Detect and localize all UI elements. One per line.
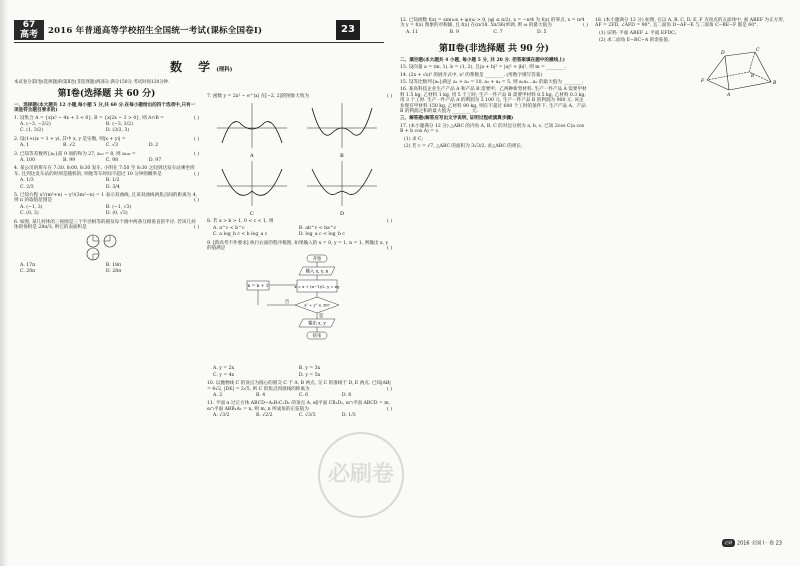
q8-option-a[interactable]: A. a^c < b^c [213, 225, 245, 231]
question-17-part-1: (1) 求 C; [404, 136, 424, 142]
question-10: 10. 以抛物线 C 的顶点为圆心的圆交 C 于 A, B 两点, 交 C 的准线于 D, E 两点. 已知|AB| = 4√2, |DE| = 2√5, 则 C 的焦点到准线的距离为 ( ) A. 2 B. 4 C. 6 D. 8 [207, 381, 392, 399]
q3-option-b[interactable]: B. 99 [62, 158, 76, 164]
graph-c[interactable] [217, 161, 287, 217]
footer-badge: 必刷 [722, 539, 735, 547]
pentahedron-figure [699, 46, 779, 96]
q9-option-d[interactable]: D. y = 5x [298, 372, 321, 378]
flow-assign-xy-text: x = x + (n−1)/2, y = ny [294, 284, 340, 290]
question-5: 5. 已知方程 x²/(m²+n) − y²/(3m²−n) = 1 表示双曲线, 且该双曲线两焦点间的距离为 4, 则 n 的取值范围是 ( ) A. (−1, 3) B. (−1, √3) C. (0, 3) D. (0, √3) [14, 193, 199, 217]
flow-input-text: 输入 x, y, n [305, 269, 329, 275]
question-2: 2. 设(1+i)x = 1 + yi, 其中 x, y 是实数, 则|x + yi| = ( ) A. 1 B. √2 C. √3 D. 2 [14, 136, 199, 149]
q12-option-d[interactable]: D. 5 [537, 29, 547, 35]
q7-text: 7. 函数 y = 2x² − e^|x| 在[−2, 2]的图象大致为 [207, 94, 310, 99]
column-3 [400, 18, 588, 152]
column-4 [595, 18, 785, 96]
svg-text:A: A [727, 92, 731, 96]
brand-logo [14, 20, 44, 40]
question-17-part-2: (2) 若 c = √7, △ABC 的面积为 3√3/2, 求△ABC 的周长. [404, 144, 523, 150]
flow-output-text: 输出 x, y [308, 321, 326, 327]
q8-option-c[interactable]: C. a log_b c < b log_a c [213, 232, 268, 238]
part1-title: 第Ⅰ卷(选择题 共 60 分) [57, 89, 156, 100]
flow-yes-label: 是 [318, 314, 324, 320]
question-18-part-2: (2) 求二面角 E−BC−A 的余弦值. [599, 38, 670, 44]
subject-title [170, 58, 232, 75]
part1-section-header: 一、选择题(本大题共 12 小题,每小题 5 分,共 60 分.在每小题给出的四个选项中,只有一项是符合题目要求的) [14, 102, 196, 114]
q12-text: 12. 已知函数 f(x) = sin(ωx + φ)(ω > 0, |φ| ≤ π/2), x = −π/4 为 f(x) 的零点, x = π/4 为 y = f(x) 图象的对称轴, 且 f(x) 在(π/18, 5π/36)单调, 则 ω 的最大值为 [400, 18, 585, 29]
q5-options [20, 205, 199, 218]
three-view-figure [84, 233, 124, 261]
graph-b[interactable] [307, 103, 377, 159]
q2-text: 2. 设(1+i)x = 1 + yi, 其中 x, y 是实数, 则|x + yi| = [14, 136, 126, 142]
q9-option-b[interactable]: B. y = 3x [298, 366, 321, 372]
graph-d-label: D [340, 211, 345, 218]
q1-option-b[interactable]: B. (−3, 3/2) [105, 122, 133, 128]
solve-section-header: 三、解答题(解答应写出文字说明, 证明过程或演算步骤) [400, 116, 514, 122]
q11-text: 11. 平面 α 过正方体 ABCD−A₁B₁C₁D₁ 的顶点 A, α∥平面 CB₁D₁, α∩平面 ABCD = m, α∩平面 ABB₁A₁ = n, 则 m, n 所成角的正弦值为 [207, 401, 391, 412]
subject-sub: (理科) [216, 67, 233, 73]
svg-text:F: F [701, 78, 705, 84]
q2-option-c[interactable]: C. √3 [105, 143, 119, 149]
logo-bottom: 高考 [19, 30, 38, 40]
flow-no-label: 否 [284, 300, 290, 306]
exam-title: 2016 年普通高等学校招生全国统一考试(课标全国卷Ⅰ) [48, 26, 263, 36]
q6-text: 6. 如图, 某几何体的三视图是三个半径相等的圆及每个圆中两条互相垂直的半径. 若该几何体的体积是 28π/3, 则它的表面积是 [14, 219, 196, 231]
svg-text:D: D [721, 50, 725, 56]
header-rule [14, 42, 384, 43]
q9-text: 9. [新高考不作要求] 执行右面的程序框图, 如果输入的 x = 0, y = 1, n = 1, 则输出 x, y 的值满足 [207, 240, 389, 252]
question-14: 14. (2x + √x)⁵ 的展开式中, x³ 的系数是 ________. (用数字填写答案) [400, 72, 543, 78]
question-7: 7. 函数 y = 2x² − e^|x| 在[−2, 2]的图象大致为 ( ) A B C D [207, 94, 392, 218]
q5-option-a[interactable]: A. (−1, 3) [20, 204, 43, 210]
q5-option-d[interactable]: D. (0, √3) [105, 211, 128, 217]
q2-option-d[interactable]: D. 2 [148, 143, 159, 149]
page-header [14, 20, 354, 40]
q12-option-a[interactable]: A. 11 [406, 29, 419, 35]
graph-a[interactable] [217, 103, 287, 159]
column-1 [14, 80, 199, 277]
q1-options [20, 122, 199, 135]
q7-graph-options [207, 99, 387, 217]
q4-options [20, 178, 199, 191]
question-15: 15. 设等比数列{aₙ}满足 a₁ + a₃ = 10, a₂ + a₄ = 5, 则 a₁a₂…aₙ 的最大值为 ________. [400, 80, 584, 86]
column-2 [207, 94, 392, 422]
question-1: 1. 设集合 A = {x|x² − 4x + 3 < 0}, B = {x|2x − 3 > 0}, 则 A∩B = ( ) A. (−3, −3/2) B. (−3, 3/2) C. (1, 3/2) D. (3/2, 3) [14, 115, 199, 134]
question-9: 9. [新高考不作要求] 执行右面的程序框图, 如果输入的 x = 0, y = 1, n = 1, 则输出 x, y 的值满足 ( ) 开始 输入 x, y, n x = x + (n−1)/2, y = ny x² + y² ≥ 36? 否 n = n + 1 是 输出 x, y 结束 A. y = 2x B. y = 3x C. y = 4x D. y = 5x [207, 240, 392, 378]
question-3: 3. 已知等差数列{aₙ}前 9 项的和为 27, a₁₀ = 8, 则 a₁₀₀ = ( ) A. 100 B. 99 C. 98 D. 97 [14, 151, 199, 164]
q11-option-a[interactable]: A. √3/2 [213, 413, 230, 419]
instructions: 本试卷分第Ⅰ卷(选择题)和第Ⅱ卷(非选择题)两部分.满分150分,考试时间120分钟. [14, 80, 170, 85]
question-12: 12. 已知函数 f(x) = sin(ωx + φ)(ω > 0, |φ| ≤ π/2), x = −π/4 为 f(x) 的零点, x = π/4 为 y = f(x) 图象的对称轴, 且 f(x) 在(π/18, 5π/36)单调, 则 ω 的最大值为 ( ) A. 11 B. 9 C. 7 D. 5 [400, 18, 588, 35]
q10-option-c[interactable]: C. 6 [298, 393, 309, 399]
q4-option-c[interactable]: C. 2/3 [20, 184, 34, 190]
question-13: 13. 设向量 a = (m, 1), b = (1, 2), 且|a + b|² = |a|² + |b|², 则 m = ________. [400, 65, 567, 71]
q3-option-d[interactable]: D. 97 [148, 158, 162, 164]
flowchart [207, 253, 392, 365]
watermark-stamp: 必刷卷 [318, 432, 404, 518]
q4-option-b[interactable]: B. 1/2 [105, 178, 120, 184]
question-8: 8. 若 a > b > 1, 0 < c < 1, 则 ( ) A. a^c < b^c B. ab^c < ba^c C. a log_b c < b log_a c D. log_a c < log_b c [207, 219, 392, 238]
graph-c-label: C [250, 211, 254, 218]
question-4: 4. 某公司的班车在 7:30, 8:00, 8:30 发车, 小明在 7:50 至 8:30 之间到达发车站乘坐班车, 且到达发车站的时刻是随机的, 则他等车时间不超过 10 分钟的概率是 ( ) A. 1/3 B. 1/2 C. 2/3 D. 3/4 [14, 166, 199, 190]
q9-option-a[interactable]: A. y = 2x [213, 366, 235, 372]
logo-top: 67 [22, 20, 36, 30]
q2-options [20, 143, 199, 149]
svg-text:B: B [773, 80, 777, 86]
q12-options [406, 30, 588, 36]
page-footer [722, 539, 782, 547]
q11-option-d[interactable]: D. 1/3 [341, 413, 356, 419]
q1-option-a[interactable]: A. (−3, −3/2) [20, 122, 51, 128]
q11-option-b[interactable]: B. √2/2 [255, 413, 273, 419]
subject-name: 数 学 [170, 60, 217, 74]
flow-start-text: 开始 [312, 257, 322, 263]
q10-option-a[interactable]: A. 2 [213, 393, 223, 399]
question-11: 11. 平面 α 过正方体 ABCD−A₁B₁C₁D₁ 的顶点 A, α∥平面 CB₁D₁, α∩平面 ABCD = m, α∩平面 ABB₁A₁ = n, 则 m, n 所成角的正弦值为 ( ) A. √3/2 B. √2/2 C. √3/3 D. 1/3 [207, 401, 392, 419]
svg-text:C: C [756, 47, 760, 53]
question-18-part-1: (1) 证明: 平面 ABEF ⊥ 平面 EFDC; [599, 30, 677, 36]
q10-text: 10. 以抛物线 C 的顶点为圆心的圆交 C 于 A, B 两点, 交 C 的准线于 D, E 两点. 已知|AB| = 4√2, |DE| = 2√5, 则 C 的焦点到准线的距离为 [207, 381, 391, 392]
question-16: 16. 某高科技企业生产产品 A 和产品 B 需要甲、乙两种新型材料. 生产一件产品 A 需要甲材料 1.5 kg, 乙材料 1 kg, 用 5 个工时; 生产一件产品 B 需要甲材料 0.5 kg, 乙材料 0.3 kg, 用 3 个工时. 生产一件产品 A 的利润为 2 100 元, 生产一件产品 B 的利润为 900 元. 该企业现有甲材料 150 kg, 乙材料 90 kg, 则在不超过 600 个工时的条件下, 生产产品 A、产品 B 的利润之和的最大值为 ________ 元. [400, 87, 587, 115]
q9-option-c[interactable]: C. y = 4x [213, 372, 235, 378]
page-fold-shadow [0, 0, 8, 566]
q11-options [213, 413, 392, 419]
graph-b-label: B [340, 153, 344, 160]
fill-section-header: 二、填空题(本大题共 4 小题, 每小题 5 分, 共 20 分. 把答案填在题中的横线上) [400, 57, 565, 63]
q12-option-c[interactable]: C. 7 [493, 29, 503, 35]
q1-option-d[interactable]: D. (3/2, 3) [105, 128, 130, 134]
q8-option-d[interactable]: D. log_a c < log_b c [298, 232, 345, 238]
q6-option-b[interactable]: B. 18π [105, 262, 122, 268]
q6-option-a[interactable]: A. 17π [20, 262, 36, 268]
q3-option-c[interactable]: C. 98 [105, 158, 119, 164]
q6-options [20, 263, 199, 276]
q1-option-c[interactable]: C. (1, 3/2) [20, 128, 44, 134]
q9-options [213, 366, 392, 379]
question-6: 6. 如图, 某几何体的三视图是三个半径相等的圆及每个圆中两条互相垂直的半径. 若该几何体的体积是 28π/3, 则它的表面积是 ( ) A. 17π B. 18π C. 20π D. 28π [14, 219, 199, 274]
q2-option-a[interactable]: A. 1 [20, 143, 30, 149]
q4-option-a[interactable]: A. 1/3 [20, 178, 34, 184]
q2-option-b[interactable]: B. √2 [62, 143, 76, 149]
graph-a-label: A [250, 153, 254, 160]
flow-assign-n-text: n = n + 1 [247, 284, 269, 290]
q3-text: 3. 已知等差数列{aₙ}前 9 项的和为 27, a₁₀ = 8, 则 a₁₀₀ = [14, 151, 136, 157]
q10-option-b[interactable]: B. 4 [255, 393, 266, 399]
graph-d[interactable] [307, 161, 377, 217]
q11-option-c[interactable]: C. √3/3 [298, 413, 316, 419]
q3-options [20, 158, 199, 164]
q10-option-d[interactable]: D. 8 [341, 393, 352, 399]
q5-text: 5. 已知方程 x²/(m²+n) − y²/(3m²−n) = 1 表示双曲线, 且该双曲线两焦点间的距离为 4, 则 n 的取值范围是 [14, 193, 198, 204]
q4-option-d[interactable]: D. 3/4 [105, 184, 120, 190]
flow-condition-text: x² + y² ≥ 36? [304, 302, 330, 308]
q12-option-b[interactable]: B. 9 [449, 29, 459, 35]
q8-text: 8. 若 a > b > 1, 0 < c < 1, 则 [207, 219, 274, 225]
q6-option-d[interactable]: D. 28π [105, 268, 122, 274]
q10-options [213, 393, 392, 399]
q1-text: 1. 设集合 A = {x|x² − 4x + 3 < 0}, B = {x|2x − 3 > 0}, 则 A∩B = [14, 115, 165, 121]
q5-option-c[interactable]: C. (0, 3) [20, 211, 39, 217]
q8-options [213, 226, 392, 239]
q4-text: 4. 某公司的班车在 7:30, 8:00, 8:30 发车, 小明在 7:50 至 8:30 之间到达发车站乘坐班车, 且到达发车站的时刻是随机的, 则他等车时间不超过 10 分钟的概率是 [14, 166, 195, 177]
footer-text: 2016 全国 Ⅰ · 卷 23 [736, 540, 782, 547]
q3-option-a[interactable]: A. 100 [20, 158, 36, 164]
q5-option-b[interactable]: B. (−1, √3) [105, 204, 132, 210]
svg-text:E: E [751, 73, 755, 79]
question-18: 18. (本小题满分 12 分) 如图, 在以 A, B, C, D, E, F 为顶点的五面体中, 面 ABEF 为正方形, AF = 2FD, ∠AFD = 90°, 且二面角 D−AF−E 与二面角 C−BE−F 都是 60°. [595, 18, 785, 29]
q8-option-b[interactable]: B. ab^c < ba^c [298, 225, 337, 231]
paper-number: 23 [336, 20, 360, 40]
question-17: 17. (本小题满分 12 分) △ABC 的内角 A, B, C 的对边分别为 a, b, c, 已知 2cos C(a cos B + b cos A) = c. [400, 123, 585, 135]
flow-end-text: 结束 [312, 334, 322, 340]
q6-option-c[interactable]: C. 20π [20, 268, 36, 274]
part2-title: 第Ⅱ卷(非选择题 共 90 分) [438, 44, 550, 55]
